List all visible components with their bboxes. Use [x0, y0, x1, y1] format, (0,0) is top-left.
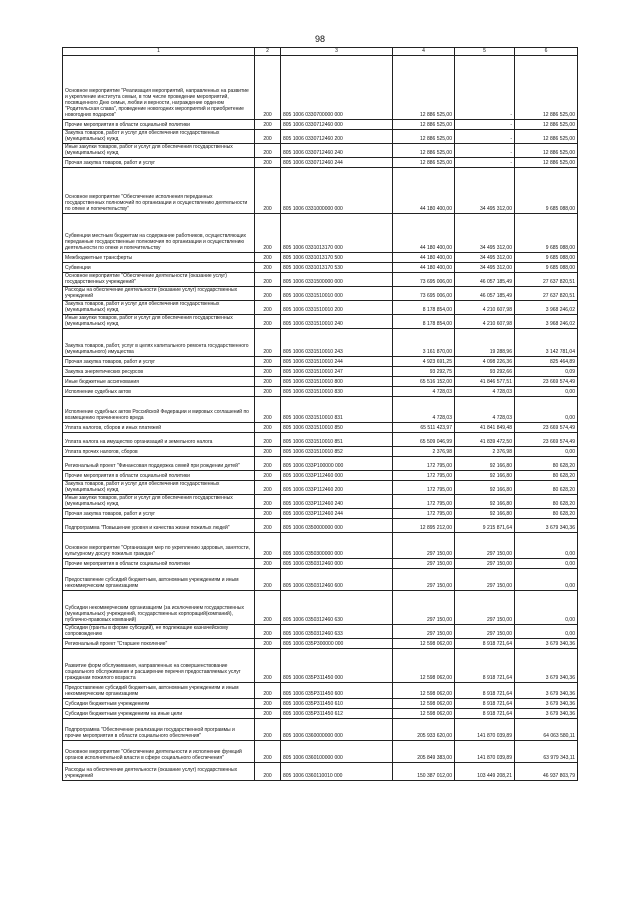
row-remaining-amount-cell: 3 679 340,36 [515, 683, 578, 699]
row-approved-amount-cell: 8 178 854,00 [393, 301, 455, 315]
row-remaining-amount-cell: 0,00 [515, 387, 578, 397]
row-approved-amount-cell: 93 292,75 [393, 367, 455, 377]
row-remaining-amount-cell: 0,00 [515, 569, 578, 591]
row-executed-amount-cell: 2 376,98 [455, 447, 515, 457]
row-approved-amount-cell: 4 728,03 [393, 387, 455, 397]
row-executed-amount-cell: 8 918 721,64 [455, 709, 515, 719]
row-remaining-amount-cell: 0,00 [515, 397, 578, 423]
row-remaining-amount-cell: 80 628,20 [515, 471, 578, 481]
row-executed-amount-cell: 297 150,00 [455, 559, 515, 569]
row-classification-cell: 805 1006 0331510010 830 [281, 387, 393, 397]
row-name-cell: Субсидии бюджетным учреждениям [63, 699, 255, 709]
table-row [63, 763, 578, 781]
table-row [63, 377, 578, 387]
table-row [63, 457, 578, 471]
table-row [63, 273, 578, 287]
row-code-cell: 200 [255, 263, 281, 273]
row-classification-cell: 805 1006 0331013170 000 [281, 214, 393, 253]
row-approved-amount-cell: 44 180 400,00 [393, 263, 455, 273]
table-row [63, 569, 578, 591]
page-number: 98 [314, 34, 325, 44]
row-executed-amount-cell: 34 495 312,00 [455, 168, 515, 214]
row-approved-amount-cell: 297 150,00 [393, 569, 455, 591]
row-remaining-amount-cell: 80 628,20 [515, 509, 578, 519]
table-row [63, 533, 578, 559]
row-classification-cell: 805 1006 0331013170 500 [281, 253, 393, 263]
row-code-cell: 200 [255, 457, 281, 471]
row-classification-cell: 805 1006 0330712460 000 [281, 120, 393, 130]
row-approved-amount-cell: 12 598 062,00 [393, 649, 455, 683]
row-remaining-amount-cell: 23 669 574,49 [515, 423, 578, 433]
row-classification-cell: 805 1006 035P300000 000 [281, 639, 393, 649]
row-code-cell: 200 [255, 559, 281, 569]
row-code-cell: 200 [255, 287, 281, 301]
row-approved-amount-cell: 2 376,98 [393, 447, 455, 457]
row-code-cell: 200 [255, 329, 281, 357]
row-approved-amount-cell: 172 795,00 [393, 471, 455, 481]
row-executed-amount-cell: 92 166,80 [455, 457, 515, 471]
row-approved-amount-cell: 4 728,03 [393, 397, 455, 423]
row-code-cell: 200 [255, 625, 281, 639]
row-remaining-amount-cell: 12 886 525,00 [515, 120, 578, 130]
row-code-cell: 200 [255, 423, 281, 433]
row-name-cell: Иные закупки товаров, работ и услуг для обеспечения государственных (муниципальных) нужд [63, 144, 255, 158]
row-remaining-amount-cell: 0,00 [515, 625, 578, 639]
table-row [63, 56, 578, 120]
row-code-cell: 200 [255, 719, 281, 741]
row-remaining-amount-cell: 3 968 246,02 [515, 315, 578, 329]
row-executed-amount-cell: 8 918 721,64 [455, 639, 515, 649]
table-row [63, 144, 578, 158]
row-name-cell: Основное мероприятие "Организация мер по укреплению здоровья, занятости, культурному досугу пожилых граждан" [63, 533, 255, 559]
row-remaining-amount-cell: 12 886 525,00 [515, 144, 578, 158]
row-name-cell: Предоставление субсидий бюджетным, автономным учреждениям и иным некоммерческим организациям [63, 569, 255, 591]
row-code-cell: 200 [255, 591, 281, 625]
row-remaining-amount-cell: 3 679 340,36 [515, 639, 578, 649]
row-executed-amount-cell: 297 150,00 [455, 591, 515, 625]
row-name-cell: Субсидии (гранты в форме субсидий), не подлежащие казначейскому сопровождению [63, 625, 255, 639]
row-remaining-amount-cell: 825 464,89 [515, 357, 578, 367]
row-code-cell: 200 [255, 709, 281, 719]
row-remaining-amount-cell: 3 679 340,36 [515, 709, 578, 719]
row-name-cell: Исполнение судебных актов [63, 387, 255, 397]
row-name-cell: Уплата налогов, сборов и иных платежей [63, 423, 255, 433]
row-approved-amount-cell: 12 886 525,00 [393, 144, 455, 158]
row-code-cell: 200 [255, 471, 281, 481]
row-approved-amount-cell: 205 849 383,00 [393, 741, 455, 763]
row-name-cell: Иные закупки товаров, работ и услуг для обеспечения государственных (муниципальных) нужд [63, 495, 255, 509]
row-name-cell: Закупка товаров, работ и услуг для обеспечения государственных (муниципальных) нужд [63, 301, 255, 315]
row-code-cell: 200 [255, 741, 281, 763]
row-approved-amount-cell: 205 933 620,00 [393, 719, 455, 741]
row-name-cell: Основное мероприятие "Обеспечение исполнения переданных государственных полномочий по организации и осуществлению деятельности по опеке и попечительству" [63, 168, 255, 214]
row-approved-amount-cell: 172 795,00 [393, 495, 455, 509]
row-code-cell: 200 [255, 56, 281, 120]
row-remaining-amount-cell: 63 979 343,11 [515, 741, 578, 763]
table-row [63, 315, 578, 329]
row-remaining-amount-cell: 23 669 574,49 [515, 433, 578, 447]
header-cell: 4 [393, 48, 455, 56]
row-classification-cell: 805 1006 0331510010 800 [281, 377, 393, 387]
row-approved-amount-cell: 12 886 525,00 [393, 120, 455, 130]
row-name-cell: Закупка энергетических ресурсов [63, 367, 255, 377]
row-executed-amount-cell: 46 057 185,49 [455, 287, 515, 301]
row-name-cell: Исполнение судебных актов Российской Федерации и мировых соглашений по возмещению причиненного вреда [63, 397, 255, 423]
table-row [63, 559, 578, 569]
row-classification-cell: 805 1006 0331510010 831 [281, 397, 393, 423]
row-approved-amount-cell: 12 886 525,00 [393, 56, 455, 120]
row-name-cell: Прочая закупка товаров, работ и услуг [63, 158, 255, 168]
row-approved-amount-cell: 65 516 152,00 [393, 377, 455, 387]
row-executed-amount-cell: 46 057 185,49 [455, 273, 515, 287]
table-row [63, 433, 578, 447]
table-row [63, 649, 578, 683]
row-classification-cell: 805 1006 0331510010 850 [281, 423, 393, 433]
row-name-cell: Иные закупки товаров, работ и услуг для обеспечения государственных (муниципальных) нужд [63, 315, 255, 329]
row-classification-cell: 805 1006 0331510010 200 [281, 301, 393, 315]
header-cell: 6 [515, 48, 578, 56]
row-name-cell: Основное мероприятие "Обеспечение деятельности и исполнение функций органов исполнительной власти в сфере социального обеспечения" [63, 741, 255, 763]
row-code-cell: 200 [255, 763, 281, 781]
row-name-cell: Закупка товаров, работ и услуг для обеспечения государственных (муниципальных) нужд [63, 130, 255, 144]
row-classification-cell: 805 1006 0350312460 633 [281, 625, 393, 639]
row-executed-amount-cell: - [455, 158, 515, 168]
row-code-cell: 200 [255, 130, 281, 144]
row-executed-amount-cell: 19 288,96 [455, 329, 515, 357]
row-classification-cell: 805 1006 0331013170 530 [281, 263, 393, 273]
row-remaining-amount-cell: 27 637 820,51 [515, 273, 578, 287]
row-classification-cell: 805 1006 0331500000 000 [281, 273, 393, 287]
row-approved-amount-cell: 172 795,00 [393, 481, 455, 495]
table-row [63, 168, 578, 214]
table-row [63, 130, 578, 144]
table-row [63, 397, 578, 423]
row-classification-cell: 805 1006 033P112460 200 [281, 481, 393, 495]
table-row [63, 447, 578, 457]
row-code-cell: 200 [255, 357, 281, 367]
row-name-cell: Межбюджетные трансферты [63, 253, 255, 263]
row-name-cell: Прочая закупка товаров, работ и услуг [63, 509, 255, 519]
table-row [63, 329, 578, 357]
row-executed-amount-cell: 297 150,00 [455, 533, 515, 559]
table-header-row [63, 48, 578, 56]
row-executed-amount-cell: 4 210 607,98 [455, 315, 515, 329]
table-row [63, 509, 578, 519]
table-row [63, 423, 578, 433]
table-row [63, 301, 578, 315]
row-code-cell: 200 [255, 253, 281, 263]
row-code-cell: 200 [255, 315, 281, 329]
table-row [63, 214, 578, 253]
row-remaining-amount-cell: 3 679 340,36 [515, 519, 578, 533]
row-executed-amount-cell: 8 918 721,64 [455, 649, 515, 683]
row-executed-amount-cell: - [455, 144, 515, 158]
row-remaining-amount-cell: 0,00 [515, 559, 578, 569]
row-executed-amount-cell: 8 918 721,64 [455, 683, 515, 699]
row-approved-amount-cell: 44 180 400,00 [393, 214, 455, 253]
row-remaining-amount-cell: 27 637 820,51 [515, 287, 578, 301]
row-approved-amount-cell: 12 598 062,00 [393, 709, 455, 719]
row-name-cell: Прочая закупка товаров, работ и услуг [63, 357, 255, 367]
row-name-cell: Прочие мероприятия в области социальной политики [63, 471, 255, 481]
table-row [63, 591, 578, 625]
row-remaining-amount-cell: 9 685 088,00 [515, 214, 578, 253]
row-approved-amount-cell: 4 923 691,25 [393, 357, 455, 367]
row-name-cell: Субсидии бюджетным учреждениям на иные цели [63, 709, 255, 719]
row-executed-amount-cell: 41 839 472,50 [455, 433, 515, 447]
row-approved-amount-cell: 172 795,00 [393, 509, 455, 519]
row-remaining-amount-cell: 3 679 340,36 [515, 699, 578, 709]
row-executed-amount-cell: 141 870 039,89 [455, 719, 515, 741]
row-name-cell: Закупка товаров, работ и услуг для обеспечения государственных (муниципальных) нужд [63, 481, 255, 495]
row-approved-amount-cell: 65 509 046,99 [393, 433, 455, 447]
row-executed-amount-cell: 8 918 721,64 [455, 699, 515, 709]
row-classification-cell: 805 1006 0331510010 240 [281, 315, 393, 329]
row-approved-amount-cell: 73 695 006,00 [393, 273, 455, 287]
table-row [63, 709, 578, 719]
row-executed-amount-cell: 4 728,03 [455, 397, 515, 423]
row-code-cell: 200 [255, 387, 281, 397]
row-executed-amount-cell: 103 449 208,21 [455, 763, 515, 781]
row-approved-amount-cell: 44 180 400,00 [393, 253, 455, 263]
row-remaining-amount-cell: 80 628,20 [515, 481, 578, 495]
row-classification-cell: 805 1006 035P311450 000 [281, 649, 393, 683]
row-executed-amount-cell: 4 098 226,36 [455, 357, 515, 367]
row-remaining-amount-cell: 3 968 246,02 [515, 301, 578, 315]
table-row [63, 367, 578, 377]
row-classification-cell: 805 1006 0350000000 000 [281, 519, 393, 533]
table-row [63, 387, 578, 397]
row-approved-amount-cell: 65 511 423,97 [393, 423, 455, 433]
row-code-cell: 200 [255, 495, 281, 509]
row-executed-amount-cell: - [455, 120, 515, 130]
row-executed-amount-cell: 141 870 039,89 [455, 741, 515, 763]
row-remaining-amount-cell: 3 142 781,04 [515, 329, 578, 357]
table-row [63, 699, 578, 709]
row-classification-cell: 805 1006 0330712460 244 [281, 158, 393, 168]
row-code-cell: 200 [255, 447, 281, 457]
row-classification-cell: 805 1006 035P311450 600 [281, 683, 393, 699]
row-name-cell: Субвенции местным бюджетам на содержание работников, осуществляющих переданные государственные полномочия по организации и осуществлению деятельности по опеке и попечительству [63, 214, 255, 253]
row-name-cell: Субвенции [63, 263, 255, 273]
row-approved-amount-cell: 44 180 400,00 [393, 168, 455, 214]
row-executed-amount-cell: 92 166,80 [455, 471, 515, 481]
row-executed-amount-cell: - [455, 130, 515, 144]
row-remaining-amount-cell: 3 679 340,36 [515, 649, 578, 683]
row-name-cell: Уплата прочих налогов, сборов [63, 447, 255, 457]
row-remaining-amount-cell: 23 669 574,49 [515, 377, 578, 387]
row-name-cell: Подпрограмма "Обеспечение реализации государственной программы и прочие мероприятия в области социального обеспечения" [63, 719, 255, 741]
row-classification-cell: 805 1006 033P100000 000 [281, 457, 393, 471]
row-executed-amount-cell: 41 846 577,51 [455, 377, 515, 387]
row-approved-amount-cell: 172 795,00 [393, 457, 455, 471]
row-name-cell: Закупка товаров, работ, услуг в целях капитального ремонта государственного (муниципального) имущества [63, 329, 255, 357]
row-name-cell: Основное мероприятие "Реализация мероприятий, направленных на развитие и укрепление института семьи, в том числе проведение мероприятий, посвященного Дню семьи, любви и верности, награждение орденом "Родительская слава", проведение новогодних мероприятий и приобретение новогодних подарков" [63, 56, 255, 120]
row-executed-amount-cell: 4 728,03 [455, 387, 515, 397]
row-classification-cell: 805 1006 0330712460 200 [281, 130, 393, 144]
row-code-cell: 200 [255, 649, 281, 683]
table-row [63, 683, 578, 699]
row-classification-cell: 805 1006 0331510010 852 [281, 447, 393, 457]
row-remaining-amount-cell: 12 886 525,00 [515, 158, 578, 168]
row-executed-amount-cell: 41 841 849,48 [455, 423, 515, 433]
row-executed-amount-cell: 297 150,00 [455, 625, 515, 639]
row-remaining-amount-cell: 12 886 525,00 [515, 130, 578, 144]
row-remaining-amount-cell: 9 685 088,00 [515, 253, 578, 263]
row-name-cell: Прочие мероприятия в области социальной политики [63, 559, 255, 569]
row-code-cell: 200 [255, 120, 281, 130]
row-remaining-amount-cell: 0,00 [515, 533, 578, 559]
row-executed-amount-cell: 92 166,80 [455, 481, 515, 495]
row-code-cell: 200 [255, 533, 281, 559]
row-name-cell: Уплата налога на имущество организаций и земельного налога [63, 433, 255, 447]
row-approved-amount-cell: 3 161 870,00 [393, 329, 455, 357]
row-name-cell: Региональный проект "Старшее поколение" [63, 639, 255, 649]
row-name-cell: Расходы на обеспечение деятельности (оказание услуг) государственных учреждений [63, 763, 255, 781]
row-executed-amount-cell: 92 166,80 [455, 509, 515, 519]
row-name-cell: Прочие мероприятия в области социальной политики [63, 120, 255, 130]
row-code-cell: 200 [255, 377, 281, 387]
table-row [63, 158, 578, 168]
row-code-cell: 200 [255, 397, 281, 423]
row-approved-amount-cell: 297 150,00 [393, 591, 455, 625]
row-approved-amount-cell: 12 598 062,00 [393, 639, 455, 649]
row-code-cell: 200 [255, 639, 281, 649]
table-row [63, 741, 578, 763]
row-remaining-amount-cell: 9 685 088,00 [515, 263, 578, 273]
row-approved-amount-cell: 12 598 062,00 [393, 699, 455, 709]
row-executed-amount-cell: 297 150,00 [455, 569, 515, 591]
header-cell: 5 [455, 48, 515, 56]
row-approved-amount-cell: 297 150,00 [393, 533, 455, 559]
row-classification-cell: 805 1006 0331510010 851 [281, 433, 393, 447]
row-code-cell: 200 [255, 433, 281, 447]
row-remaining-amount-cell: 0,09 [515, 367, 578, 377]
table-body [63, 56, 578, 781]
row-remaining-amount-cell: 0,00 [515, 447, 578, 457]
row-code-cell: 200 [255, 168, 281, 214]
row-classification-cell: 805 1006 0331510010 243 [281, 329, 393, 357]
row-name-cell: Расходы на обеспечение деятельности (оказание услуг) государственных учреждений [63, 287, 255, 301]
row-classification-cell: 805 1006 0350312460 600 [281, 569, 393, 591]
table-row [63, 719, 578, 741]
row-classification-cell: 805 1006 035P311450 610 [281, 699, 393, 709]
row-classification-cell: 805 1006 0350312460 630 [281, 591, 393, 625]
row-code-cell: 200 [255, 699, 281, 709]
row-classification-cell: 805 1006 0360000000 000 [281, 719, 393, 741]
row-classification-cell: 805 1006 033P112460 244 [281, 509, 393, 519]
row-name-cell: Субсидии некоммерческим организациям (за исключением государственных (муниципальных) учреждений, государственных корпораций(компаний), публично-правовых компаний) [63, 591, 255, 625]
row-code-cell: 200 [255, 509, 281, 519]
row-classification-cell: 805 1006 0330712460 240 [281, 144, 393, 158]
row-remaining-amount-cell: 80 628,20 [515, 457, 578, 471]
row-code-cell: 200 [255, 519, 281, 533]
header-cell: 3 [281, 48, 393, 56]
row-classification-cell: 805 1006 0350300000 000 [281, 533, 393, 559]
row-approved-amount-cell: 150 387 012,00 [393, 763, 455, 781]
row-executed-amount-cell: 34 495 312,00 [455, 214, 515, 253]
row-code-cell: 200 [255, 144, 281, 158]
row-approved-amount-cell: 73 695 006,00 [393, 287, 455, 301]
row-remaining-amount-cell: 12 886 525,00 [515, 56, 578, 120]
row-executed-amount-cell: - [455, 56, 515, 120]
row-name-cell: Подпрограмма "Повышение уровня и качества жизни пожилых людей" [63, 519, 255, 533]
row-classification-cell: 805 1006 0331510010 000 [281, 287, 393, 301]
row-code-cell: 200 [255, 158, 281, 168]
table-row [63, 253, 578, 263]
row-classification-cell: 805 1006 0330700000 000 [281, 56, 393, 120]
table-row [63, 481, 578, 495]
table-row [63, 287, 578, 301]
table-row [63, 519, 578, 533]
row-code-cell: 200 [255, 301, 281, 315]
row-classification-cell: 805 1006 0350312460 000 [281, 559, 393, 569]
row-executed-amount-cell: 4 210 607,98 [455, 301, 515, 315]
row-approved-amount-cell: 297 150,00 [393, 559, 455, 569]
table-row [63, 639, 578, 649]
row-code-cell: 200 [255, 367, 281, 377]
row-executed-amount-cell: 93 292,66 [455, 367, 515, 377]
row-code-cell: 200 [255, 214, 281, 253]
row-name-cell: Региональный проект "Финансовая поддержка семей при рождении детей" [63, 457, 255, 471]
row-name-cell: Развитие форм обслуживания, направленных на совершенствование социального обслуживания и расширение перечня предоставляемых услуг гражданам пожилого возраста [63, 649, 255, 683]
row-classification-cell: 805 1006 0331000000 000 [281, 168, 393, 214]
row-name-cell: Предоставление субсидий бюджетным, автономным учреждениям и иным некоммерческим организациям [63, 683, 255, 699]
header-cell: 1 [63, 48, 255, 56]
row-remaining-amount-cell: 46 937 803,79 [515, 763, 578, 781]
table-row [63, 471, 578, 481]
row-classification-cell: 805 1006 0331510010 247 [281, 367, 393, 377]
row-remaining-amount-cell: 80 628,20 [515, 495, 578, 509]
row-remaining-amount-cell: 9 685 088,00 [515, 168, 578, 214]
table-row [63, 625, 578, 639]
table-row [63, 495, 578, 509]
row-executed-amount-cell: 34 495 312,00 [455, 263, 515, 273]
row-code-cell: 200 [255, 683, 281, 699]
row-classification-cell: 805 1006 0360110010 000 [281, 763, 393, 781]
row-classification-cell: 805 1006 0331510010 244 [281, 357, 393, 367]
row-approved-amount-cell: 12 598 062,00 [393, 683, 455, 699]
table-row [63, 357, 578, 367]
row-code-cell: 200 [255, 481, 281, 495]
row-code-cell: 200 [255, 273, 281, 287]
row-executed-amount-cell: 92 166,80 [455, 495, 515, 509]
header-cell: 2 [255, 48, 281, 56]
row-approved-amount-cell: 12 886 525,00 [393, 130, 455, 144]
budget-table [62, 47, 578, 781]
row-approved-amount-cell: 12 886 525,00 [393, 158, 455, 168]
row-classification-cell: 805 1006 0360100000 000 [281, 741, 393, 763]
table-row [63, 263, 578, 273]
row-executed-amount-cell: 34 495 312,00 [455, 253, 515, 263]
row-name-cell: Иные бюджетные ассигнования [63, 377, 255, 387]
row-remaining-amount-cell: 64 063 580,11 [515, 719, 578, 741]
row-approved-amount-cell: 297 150,00 [393, 625, 455, 639]
row-name-cell: Основное мероприятие "Обеспечение деятельности (оказание услуг) государственных учреждений" [63, 273, 255, 287]
row-approved-amount-cell: 12 895 212,00 [393, 519, 455, 533]
row-code-cell: 200 [255, 569, 281, 591]
row-remaining-amount-cell: 0,00 [515, 591, 578, 625]
table-row [63, 120, 578, 130]
row-approved-amount-cell: 8 178 854,00 [393, 315, 455, 329]
row-classification-cell: 805 1006 033P112460 240 [281, 495, 393, 509]
row-executed-amount-cell: 9 215 871,64 [455, 519, 515, 533]
row-classification-cell: 805 1006 033P112460 000 [281, 471, 393, 481]
row-classification-cell: 805 1006 035P311450 612 [281, 709, 393, 719]
